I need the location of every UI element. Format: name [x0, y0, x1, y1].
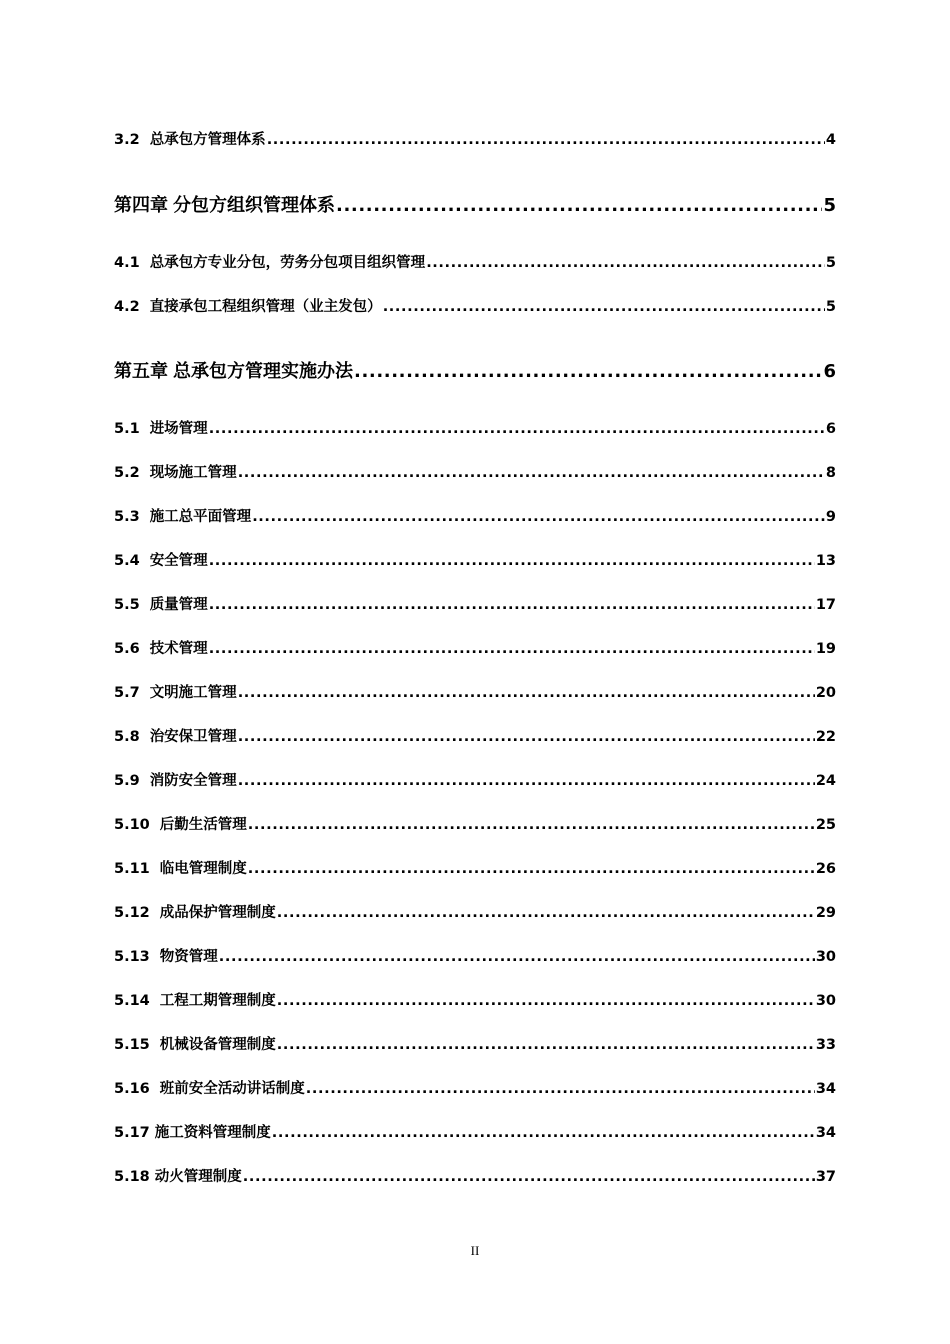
toc-entry-title: 治安保卫管理	[149, 729, 237, 745]
dot-leader	[209, 421, 825, 437]
toc-chapter-page: 6	[823, 361, 836, 382]
toc-entry[interactable]	[114, 857, 836, 877]
toc-entry-number: 5.14	[114, 993, 150, 1009]
toc-entry-title: 施工资料管理制度	[154, 1125, 271, 1141]
dot-leader	[272, 1125, 815, 1141]
toc-entry[interactable]	[114, 1077, 836, 1097]
toc-chapter-page: 5	[823, 195, 836, 216]
toc-entry-page: 22	[815, 729, 836, 745]
toc-entry-number: 5.16	[114, 1081, 150, 1097]
toc-entry-number: 4.2	[114, 299, 140, 315]
toc-entry-number: 5.7	[114, 685, 140, 701]
toc-entry-number: 5.3	[114, 509, 140, 525]
dot-leader	[277, 1037, 815, 1053]
toc-chapter-title: 分包方组织管理体系	[173, 195, 335, 216]
toc-entry-page: 33	[815, 1037, 836, 1053]
toc-entry-title: 质量管理	[149, 597, 208, 613]
toc-entry-title: 临电管理制度	[159, 861, 247, 877]
toc-entry-title: 后勤生活管理	[159, 817, 247, 833]
toc-entry[interactable]	[114, 989, 836, 1009]
dot-leader	[209, 597, 815, 613]
toc-entry-number: 5.6	[114, 641, 140, 657]
toc-entry[interactable]	[114, 945, 836, 965]
toc-entry-number: 5.5	[114, 597, 140, 613]
toc-entry-page: 25	[815, 817, 836, 833]
toc-entry-number: 5.2	[114, 465, 140, 481]
toc-entry-page: 24	[815, 773, 836, 789]
toc-entry-number: 5.18	[114, 1169, 150, 1185]
toc-entry-page: 13	[815, 553, 836, 569]
toc-entry-title: 消防安全管理	[149, 773, 237, 789]
toc-entry-title: 直接承包工程组织管理（业主发包）	[149, 299, 382, 315]
toc-entry-page: 30	[815, 949, 836, 965]
toc-entry[interactable]	[114, 725, 836, 745]
dot-leader	[426, 255, 825, 271]
toc-entry-title: 工程工期管理制度	[159, 993, 276, 1009]
page-number-footer: II	[470, 1243, 480, 1258]
dot-leader	[238, 729, 815, 745]
toc-entry-title: 进场管理	[149, 421, 208, 437]
toc-entry-page: 20	[815, 685, 836, 701]
toc-entry-page: 34	[815, 1125, 836, 1141]
dot-leader	[243, 1169, 815, 1185]
toc-entry[interactable]	[114, 1165, 836, 1185]
toc-entry[interactable]	[114, 505, 836, 525]
toc-entry[interactable]	[114, 128, 836, 148]
dot-leader	[354, 361, 822, 382]
toc-entry-page: 26	[815, 861, 836, 877]
toc-entry-title: 总承包方管理体系	[149, 132, 266, 148]
toc-entry-title: 总承包方专业分包，劳务分包项目组织管理	[149, 255, 426, 271]
dot-leader	[238, 685, 815, 701]
toc-entry-title: 动火管理制度	[154, 1169, 242, 1185]
dot-leader	[306, 1081, 815, 1097]
toc-entry[interactable]	[114, 1121, 836, 1141]
dot-leader	[277, 905, 815, 921]
toc-chapter-number: 第四章	[114, 195, 168, 216]
toc-entry-number: 4.1	[114, 255, 140, 271]
toc-entry-title: 文明施工管理	[149, 685, 237, 701]
toc-entry-page: 4	[825, 132, 836, 148]
toc-chapter-entry[interactable]	[114, 357, 836, 383]
toc-entry-number: 5.15	[114, 1037, 150, 1053]
toc-entry-number: 5.1	[114, 421, 140, 437]
dot-leader	[277, 993, 815, 1009]
toc-entry-page: 17	[815, 597, 836, 613]
dot-leader	[336, 195, 822, 216]
toc-entry-number: 3.2	[114, 132, 140, 148]
toc-entry-number: 5.13	[114, 949, 150, 965]
dot-leader	[209, 553, 815, 569]
toc-entry-number: 5.8	[114, 729, 140, 745]
toc-entry[interactable]	[114, 813, 836, 833]
dot-leader	[248, 861, 815, 877]
toc-entry-title: 班前安全活动讲话制度	[159, 1081, 305, 1097]
toc-entry-title: 现场施工管理	[149, 465, 237, 481]
toc-entry[interactable]	[114, 593, 836, 613]
toc-entry[interactable]	[114, 251, 836, 271]
toc-entry-number: 5.12	[114, 905, 150, 921]
toc-entry-number: 5.17	[114, 1125, 150, 1141]
toc-entry-page: 37	[815, 1169, 836, 1185]
toc-entry-page: 30	[815, 993, 836, 1009]
dot-leader	[248, 817, 815, 833]
toc-entry[interactable]	[114, 681, 836, 701]
toc-entry-title: 成品保护管理制度	[159, 905, 276, 921]
toc-entry[interactable]	[114, 549, 836, 569]
toc-entry-page: 6	[825, 421, 836, 437]
dot-leader	[209, 641, 815, 657]
toc-entry-number: 5.10	[114, 817, 150, 833]
toc-entry-page: 8	[825, 465, 836, 481]
dot-leader	[252, 509, 825, 525]
dot-leader	[219, 949, 815, 965]
dot-leader	[238, 465, 825, 481]
dot-leader	[267, 132, 825, 148]
dot-leader	[238, 773, 815, 789]
toc-entry-page: 5	[825, 255, 836, 271]
toc-entry-page: 29	[815, 905, 836, 921]
toc-entry-title: 技术管理	[149, 641, 208, 657]
toc-entry-page: 5	[825, 299, 836, 315]
toc-entry-title: 物资管理	[159, 949, 218, 965]
toc-entry-number: 5.9	[114, 773, 140, 789]
toc-entry[interactable]	[114, 295, 836, 315]
toc-entry-title: 安全管理	[149, 553, 208, 569]
toc-entry[interactable]	[114, 1033, 836, 1053]
toc-entry-title: 机械设备管理制度	[159, 1037, 276, 1053]
toc-entry[interactable]	[114, 901, 836, 921]
toc-entry-page: 9	[825, 509, 836, 525]
toc-entry-page: 34	[815, 1081, 836, 1097]
dot-leader	[383, 299, 825, 315]
toc-entry-title: 施工总平面管理	[149, 509, 252, 525]
toc-entry[interactable]	[114, 417, 836, 437]
toc-entry-number: 5.4	[114, 553, 140, 569]
toc-chapter-title: 总承包方管理实施办法	[173, 361, 353, 382]
toc-entry-page: 19	[815, 641, 836, 657]
toc-chapter-entry[interactable]	[114, 191, 836, 217]
toc-chapter-number: 第五章	[114, 361, 168, 382]
toc-entry-number: 5.11	[114, 861, 150, 877]
toc-entry[interactable]	[114, 769, 836, 789]
toc-entry[interactable]	[114, 461, 836, 481]
toc-entry[interactable]	[114, 637, 836, 657]
